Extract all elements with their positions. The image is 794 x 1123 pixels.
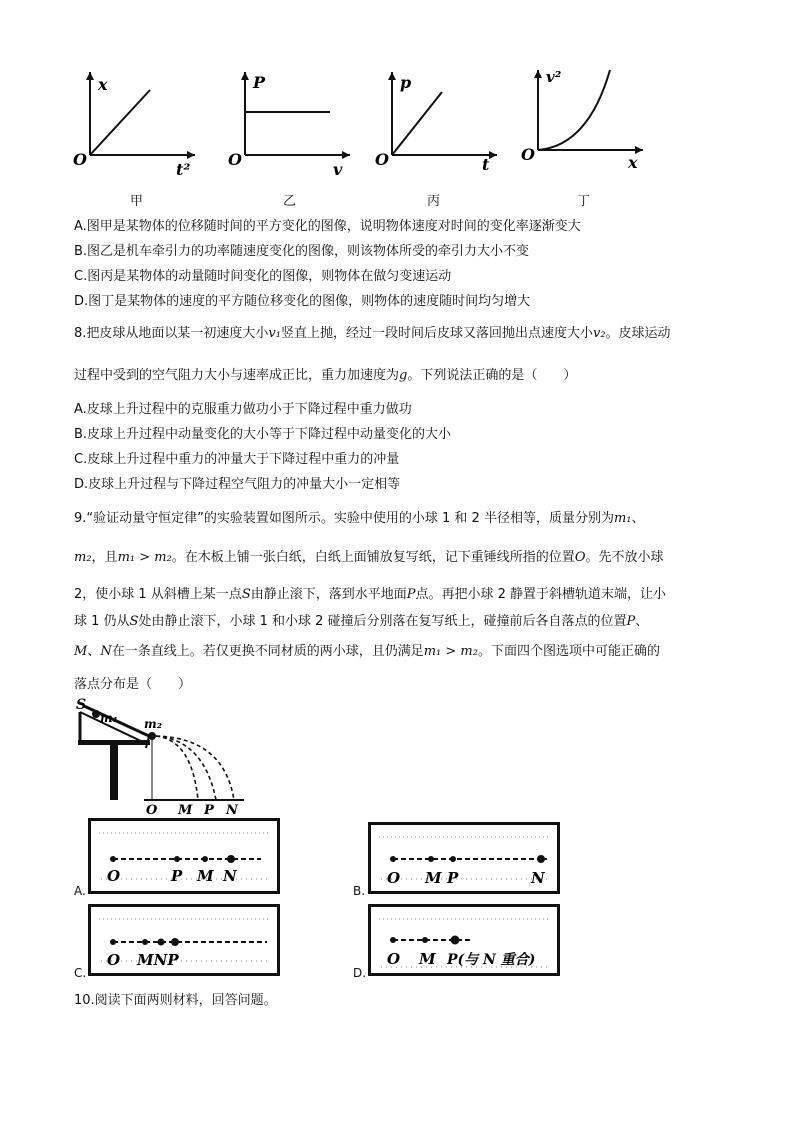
q8-option-b: B.皮球上升过程中动量变化的大小等于下降过程中动量变化的大小 — [74, 427, 452, 442]
a-mark-o: O — [107, 867, 121, 885]
apparatus-label-m: M — [178, 803, 193, 818]
q9-stem-line2: m₂，且m₁ > m₂。在木板上铺一张白纸，白纸上面铺放复写纸，记下重锤线所指的位置O。先不放小球 — [74, 550, 664, 565]
b-mark-p: P — [447, 869, 459, 887]
q9-option-d-panel — [368, 904, 560, 976]
q9-option-d-label: D. — [353, 966, 367, 980]
q7-option-c: C.图丙是某物体的动量随时间变化的图像，则物体在做匀变速运动 — [74, 269, 452, 284]
q8-stem-line2: 过程中受到的空气阻力大小与速率成正比，重力加速度为g。下列说法正确的是（ ） — [74, 368, 577, 383]
caption-jia: 甲 — [130, 194, 144, 209]
d-mark-m: M — [419, 950, 436, 968]
q8-option-d: D.皮球上升过程与下降过程空气阻力的冲量大小一定相等 — [74, 477, 401, 492]
q9-stem-line6: 落点分布是（ ） — [74, 677, 192, 692]
q10-stem: 10.阅读下面两则材料，回答问题。 — [74, 993, 277, 1008]
q9-option-c-panel — [88, 904, 280, 976]
q9-option-c-label: C. — [74, 966, 87, 980]
q7-option-a: A.图甲是某物体的位移随时间的平方变化的图像，说明物体速度对时间的变化率逐渐变大 — [74, 219, 581, 234]
q9-option-b-label: B. — [353, 884, 366, 898]
a-mark-n: N — [223, 867, 237, 885]
graph-jia-ylabel: x — [98, 75, 108, 94]
graph-bing — [372, 60, 502, 185]
apparatus-label-s: S — [76, 697, 87, 713]
graph-yi — [225, 60, 355, 185]
apparatus-label-n: N — [226, 803, 238, 818]
apparatus-label-m1: m₁ — [100, 711, 118, 725]
a-mark-p: P — [171, 867, 183, 885]
graph-bing-origin: O — [375, 150, 389, 169]
apparatus-label-o: O — [146, 803, 158, 818]
caption-ding: 丁 — [577, 194, 591, 209]
q8-option-c: C.皮球上升过程中重力的冲量大于下降过程中重力的冲量 — [74, 452, 400, 467]
graph-ding — [518, 60, 648, 185]
graph-bing-ylabel: p — [400, 73, 412, 92]
graph-yi-xlabel: v — [333, 160, 343, 179]
graph-bing-xlabel: t — [482, 155, 490, 174]
b-mark-n: N — [531, 869, 545, 887]
graph-jia — [70, 60, 200, 185]
q8-stem-line1: 8.把皮球从地面以某一初速度大小v₁竖直上抛，经过一段时间后皮球又落回抛出点速度大小v₂。皮球运动 — [74, 326, 671, 341]
q7-option-b: B.图乙是机车牵引力的功率随速度变化的图像，则该物体所受的牵引力大小不变 — [74, 244, 530, 259]
caption-yi: 乙 — [283, 194, 297, 209]
graph-ding-ylabel: v² — [546, 68, 562, 86]
graph-jia-xlabel: t² — [176, 160, 191, 179]
graph-jia-origin: O — [73, 150, 87, 169]
a-mark-m: M — [197, 867, 214, 885]
b-mark-m: M — [425, 869, 442, 887]
c-mark-o: O — [107, 951, 121, 969]
d-mark-p-n: P(与 N 重合) — [447, 952, 536, 968]
q9-stem-line1: 9.“验证动量守恒定律”的实验装置如图所示。实验中使用的小球 1 和 2 半径相等，质量分别为m₁、 — [74, 511, 645, 526]
q9-stem-line5: M、N在一条直线上。若仅更换不同材质的两小球，且仍满足m₁ > m₂。下面四个图选项中可能正确的 — [74, 644, 660, 659]
graph-ding-xlabel: x — [628, 153, 638, 172]
q9-stem-line3: 2，使小球 1 从斜槽上某一点S由静止滚下，落到水平地面P点。再把小球 2 静置于斜槽轨道末端，让小 — [74, 587, 667, 602]
caption-bing: 丙 — [427, 194, 441, 209]
apparatus-label-m2: m₂ — [144, 717, 162, 731]
q9-stem-line4: 球 1 仍从S处由静止滚下，小球 1 和小球 2 碰撞后分别落在复写纸上，碰撞前后各自落点的位置P、 — [74, 614, 649, 629]
d-mark-o: O — [387, 950, 401, 968]
apparatus-diagram — [74, 696, 254, 818]
b-mark-o: O — [387, 869, 401, 887]
q7-option-d: D.图丁是某物体的速度的平方随位移变化的图像，则物体的速度随时间均匀增大 — [74, 294, 531, 309]
q8-option-a: A.皮球上升过程中的克服重力做功小于下降过程中重力做功 — [74, 402, 412, 417]
c-mark-mnp: MNP — [137, 951, 179, 969]
graph-ding-origin: O — [521, 145, 535, 164]
graph-yi-origin: O — [228, 150, 242, 169]
q9-option-a-panel — [88, 818, 280, 894]
q9-option-b-panel — [368, 822, 560, 894]
graph-yi-ylabel: P — [253, 73, 266, 92]
q9-option-a-label: A. — [74, 884, 86, 898]
apparatus-label-p: P — [204, 803, 214, 818]
